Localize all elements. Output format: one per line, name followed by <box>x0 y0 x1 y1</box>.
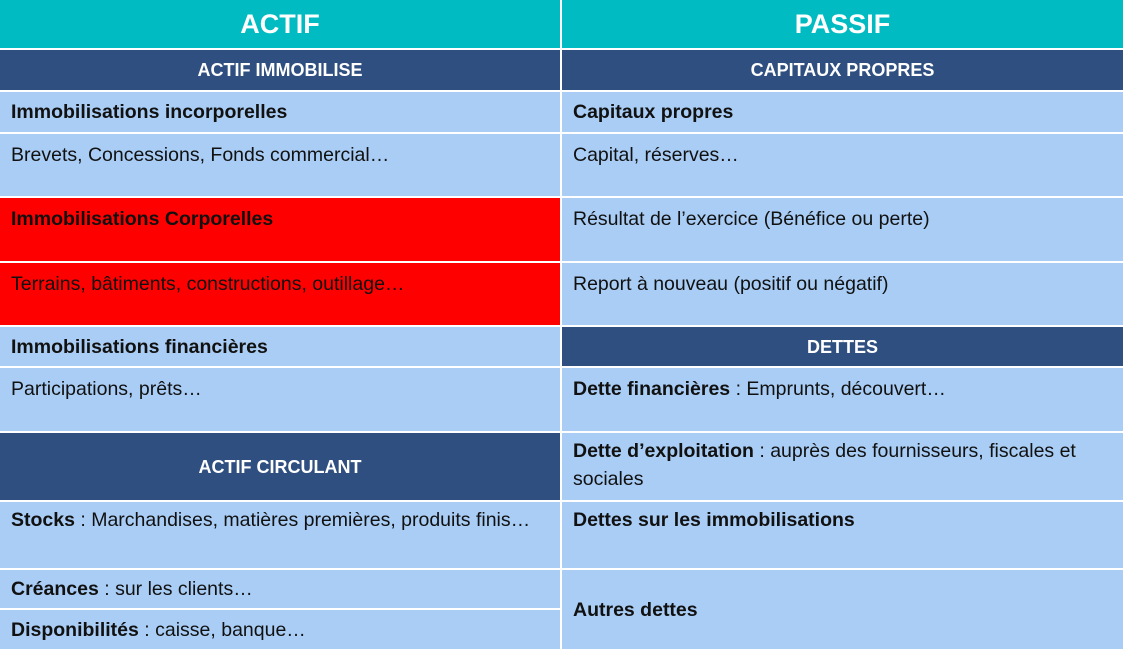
incorporelles-items: Brevets, Concessions, Fonds commercial… <box>0 134 560 196</box>
dette-exploitation-label: Dette d’exploitation <box>573 440 754 462</box>
stocks <box>0 502 560 568</box>
actif-immobilise-header: ACTIF IMMOBILISE <box>0 50 560 90</box>
disponibilites <box>0 610 560 649</box>
actif-header: ACTIF <box>0 0 560 48</box>
creances-text: : sur les clients… <box>98 578 253 600</box>
passif-header: PASSIF <box>562 0 1123 48</box>
capitaux-propres-subtitle: Capitaux propres <box>562 92 1123 132</box>
financieres-title: Immobilisations financières <box>0 327 560 366</box>
report-a-nouveau: Report à nouveau (positif ou négatif) <box>562 263 1123 325</box>
corporelles-title: Immobilisations Corporelles <box>0 198 560 261</box>
incorporelles-title: Immobilisations incorporelles <box>0 92 560 132</box>
dettes-immobilisations: Dettes sur les immobilisations <box>562 502 1123 568</box>
financieres-items: Participations, prêts… <box>0 368 560 431</box>
stocks-label: Stocks <box>11 509 75 531</box>
capitaux-propres-header: CAPITAUX PROPRES <box>562 50 1123 90</box>
actif-circulant-header: ACTIF CIRCULANT <box>0 433 560 500</box>
dette-financieres <box>562 368 1123 431</box>
autres-dettes: Autres dettes <box>562 570 1123 649</box>
creances <box>0 570 560 608</box>
capital-reserves: Capital, réserves… <box>562 134 1123 196</box>
creances-label: Créances <box>11 578 99 600</box>
dette-exploitation-text: : auprès des fournisseurs, fiscales et sociales <box>573 440 1076 490</box>
stocks-text: : Marchandises, matières premières, produits finis… <box>74 509 531 531</box>
dettes-header: DETTES <box>562 327 1123 366</box>
corporelles-items: Terrains, bâtiments, constructions, outillage… <box>0 263 560 325</box>
disponibilites-text: : caisse, banque… <box>138 618 306 641</box>
disponibilites-label: Disponibilités <box>11 618 139 641</box>
dette-exploitation <box>562 433 1123 500</box>
dette-financieres-text: : Emprunts, découvert… <box>730 378 946 400</box>
dette-financieres-label: Dette financières <box>573 378 731 400</box>
resultat-exercice: Résultat de l’exercice (Bénéfice ou perte) <box>562 198 1123 261</box>
